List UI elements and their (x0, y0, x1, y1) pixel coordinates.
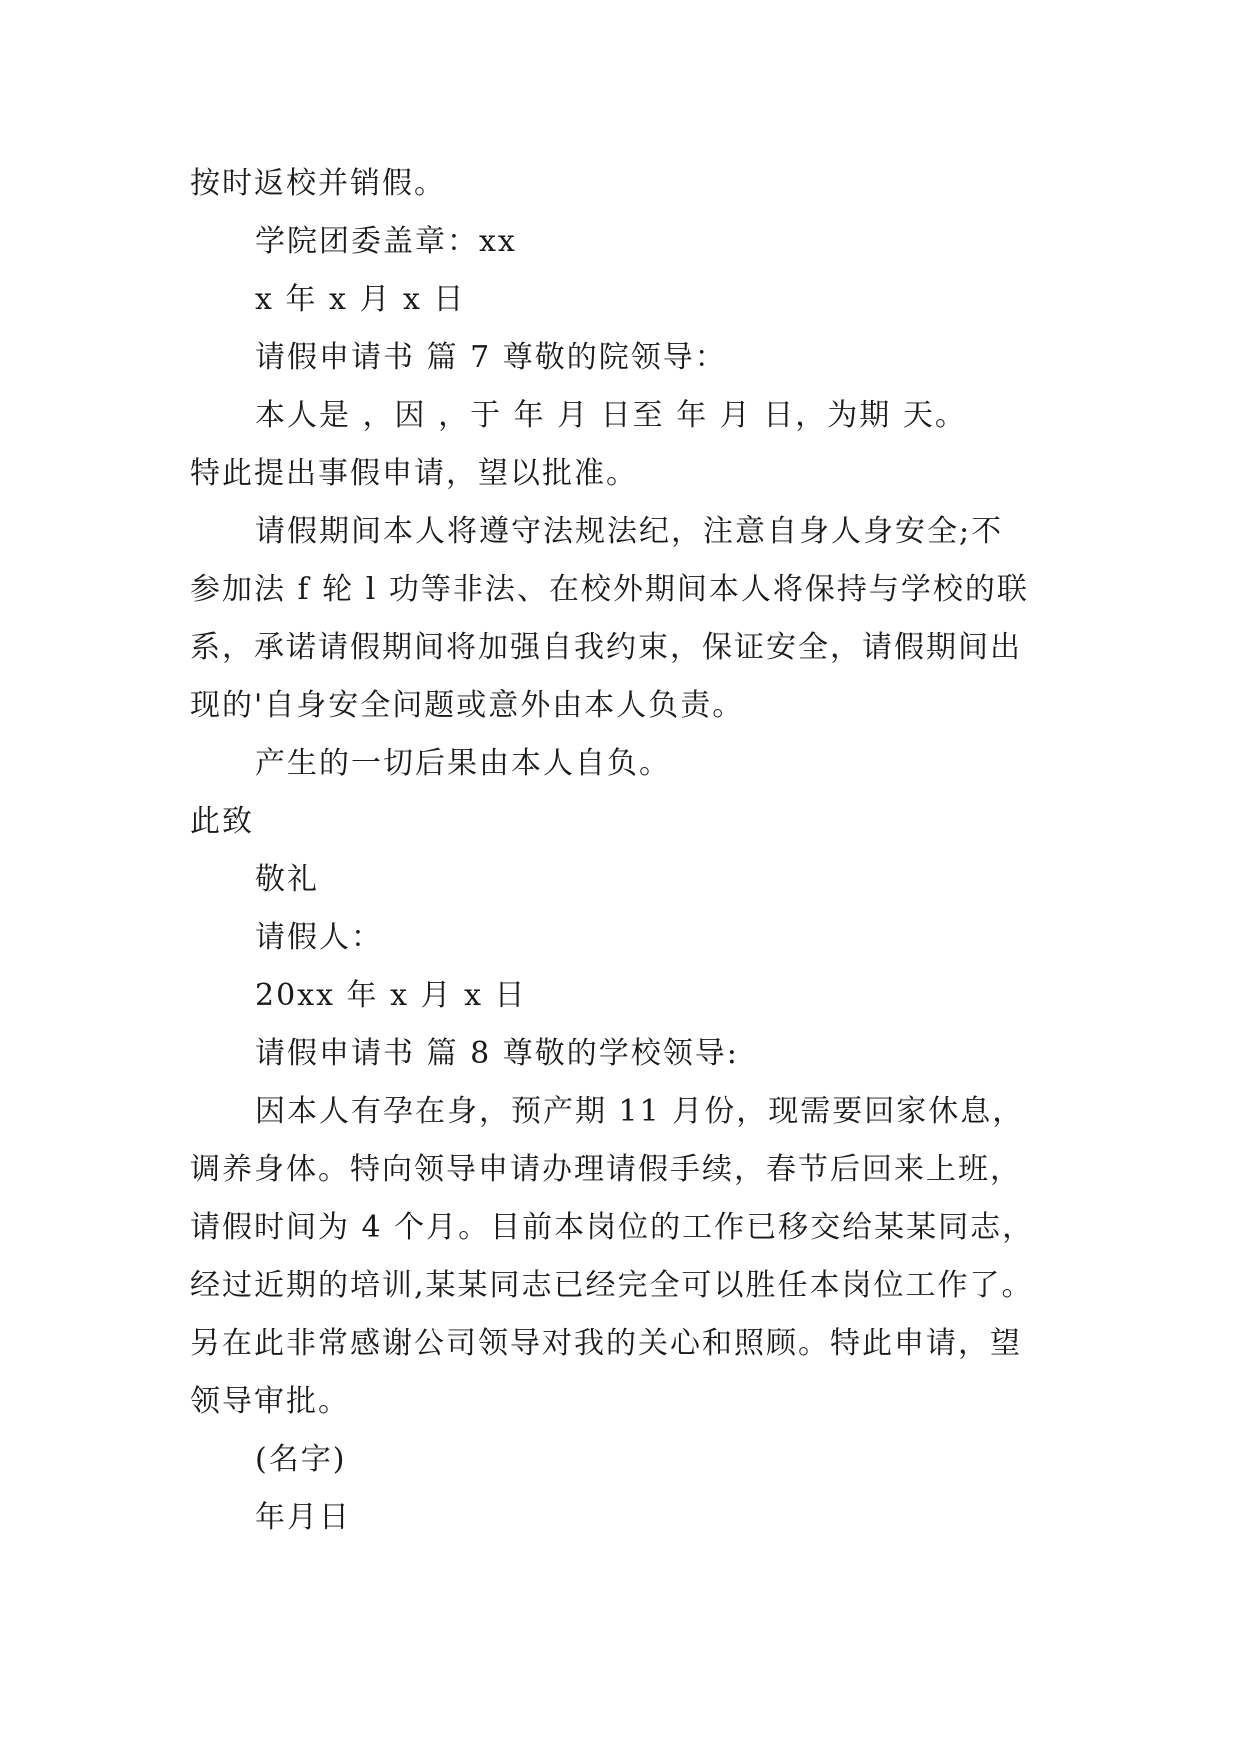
text-line-22: 领导审批。 (190, 1384, 350, 1419)
text-line-6: 特此提出事假申请，望以批准。 (190, 456, 638, 491)
text-line-10: 现的'自身安全问题或意外由本人负责。 (190, 688, 745, 723)
text-line-20: 经过近期的培训,某某同志已经完全可以胜任本岗位工作了。 (190, 1268, 1034, 1303)
text-line-11: 产生的一切后果由本人自负。 (255, 746, 671, 781)
text-line-1: 按时返校并销假。 (190, 166, 446, 201)
signature-date: 年月日 (255, 1500, 351, 1535)
text-line-17: 因本人有孕在身，预产期 11 月份，现需要回家休息， (255, 1094, 1025, 1129)
text-line-2: 学院团委盖章：xx (255, 224, 517, 259)
text-line-18: 调养身体。特向领导申请办理请假手续，春节后回来上班， (190, 1152, 1022, 1187)
text-line-19: 请假时间为 4 个月。目前本岗位的工作已移交给某某同志， (190, 1210, 1035, 1245)
section-heading-7: 请假申请书 篇 7 尊敬的院领导： (255, 340, 727, 375)
document-body (190, 155, 1060, 1547)
text-line-3: x 年 x 月 x 日 (255, 282, 466, 317)
text-line-8: 参加法 f 轮 l 功等非法、在校外期间本人将保持与学校的联 (190, 572, 1029, 607)
closing-respect: 敬礼 (255, 862, 319, 897)
text-line-7: 请假期间本人将遵守法规法纪，注意自身人身安全;不 (255, 514, 1004, 549)
text-line-9: 系，承诺请假期间将加强自我约束，保证安全，请假期间出 (190, 630, 1022, 665)
text-line-5: 本人是 ，因 ，于 年 月 日至 年 月 日，为期 天。 (255, 398, 967, 433)
text-line-21: 另在此非常感谢公司领导对我的关心和照顾。特此申请，望 (190, 1326, 1022, 1361)
applicant-label: 请假人： (255, 920, 383, 955)
closing-salutation: 此致 (190, 804, 254, 839)
section-heading-8: 请假申请书 篇 8 尊敬的学校领导: (255, 1036, 739, 1071)
signature-name: (名字) (255, 1442, 347, 1477)
date-line: 20xx 年 x 月 x 日 (255, 978, 527, 1013)
